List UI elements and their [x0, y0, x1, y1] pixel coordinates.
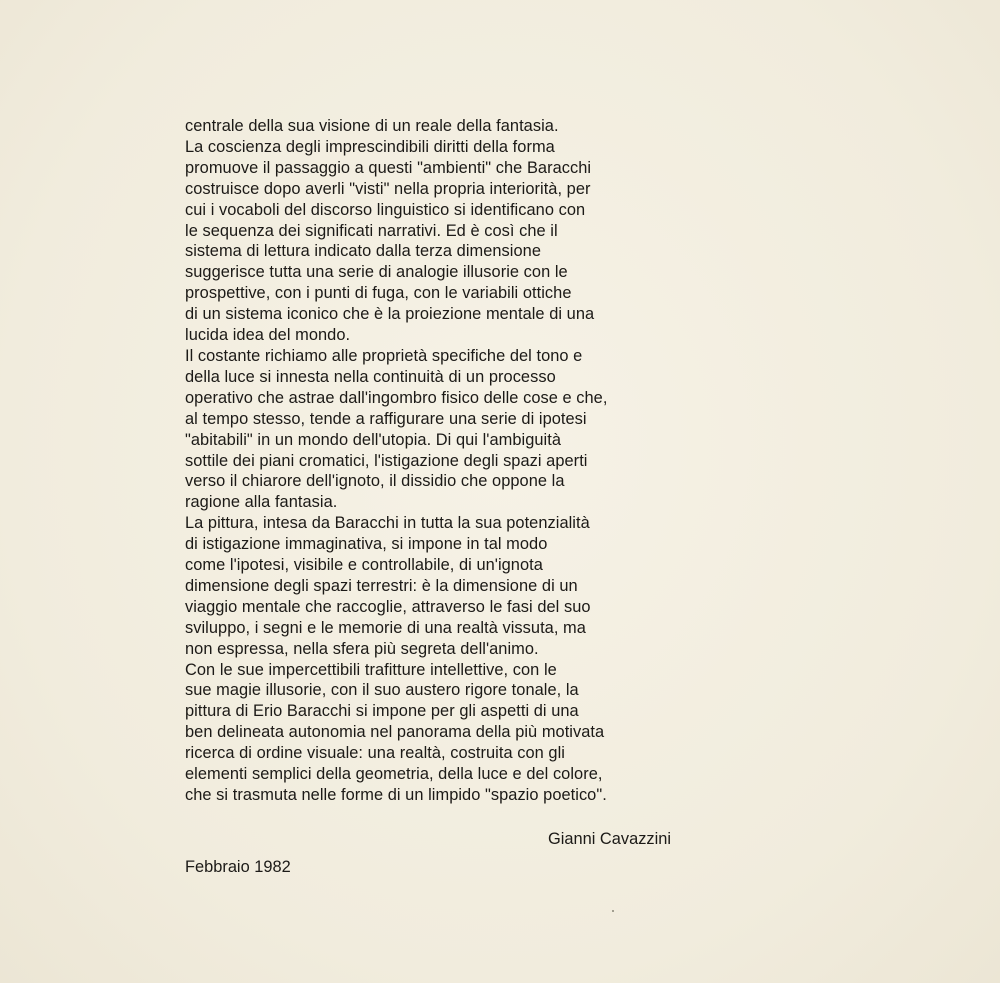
- paper-speck: [612, 910, 614, 912]
- text-line: Con le sue impercettibili trafitture intellettive, con le: [185, 660, 557, 679]
- text-line: come l'ipotesi, visibile e controllabile, di un'ignota: [185, 556, 543, 575]
- text-line: viaggio mentale che raccoglie, attraverso le fasi del suo: [185, 597, 591, 616]
- text-line: di istigazione immaginativa, si impone in tal modo: [185, 535, 548, 554]
- text-line: centrale della sua visione di un reale della fantasia.: [185, 117, 559, 135]
- text-line: ben delineata autonomia nel panorama della più motivata: [185, 723, 605, 742]
- text-line: lucida idea del mondo.: [185, 326, 351, 345]
- text-line: promuove il passaggio a questi "ambienti" che Baracchi: [185, 158, 592, 177]
- text-line: operativo che astrae dall'ingombro fisico delle cose e che,: [185, 388, 608, 407]
- text-line: La coscienza degli imprescindibili diritti della forma: [185, 137, 555, 156]
- text-line: non espressa, nella sfera più segreta dell'animo.: [185, 639, 539, 658]
- text-line: ragione alla fantasia.: [185, 493, 338, 512]
- essay-body: [185, 116, 705, 806]
- text-line: verso il chiarore dell'ignoto, il dissidio che oppone la: [185, 472, 565, 491]
- text-line: sistema di lettura indicato dalla terza dimensione: [185, 242, 541, 261]
- text-line: La pittura, intesa da Baracchi in tutta la sua potenzialità: [185, 514, 590, 533]
- text-line: "abitabili" in un mondo dell'utopia. Di qui l'ambiguità: [185, 430, 561, 449]
- text-line: ricerca di ordine visuale: una realtà, costruita con gli: [185, 744, 565, 763]
- text-line: cui i vocaboli del discorso linguistico si identificano con: [185, 200, 586, 219]
- text-line: pittura di Erio Baracchi si impone per gli aspetti di una: [185, 702, 579, 721]
- document-date: Febbraio 1982: [185, 858, 291, 876]
- text-line: dimensione degli spazi terrestri: è la dimensione di un: [185, 576, 578, 595]
- text-line: elementi semplici della geometria, della luce e del colore,: [185, 765, 603, 784]
- text-line: della luce si innesta nella continuità di un processo: [185, 367, 556, 386]
- text-line: sviluppo, i segni e le memorie di una realtà vissuta, ma: [185, 618, 586, 637]
- text-line: al tempo stesso, tende a raffigurare una serie di ipotesi: [185, 409, 587, 428]
- text-line: suggerisce tutta una serie di analogie illusorie con le: [185, 263, 568, 282]
- text-line: sottile dei piani cromatici, l'istigazione degli spazi aperti: [185, 451, 588, 470]
- author-signature: Gianni Cavazzini: [548, 830, 671, 848]
- text-line: che si trasmuta nelle forme di un limpido "spazio poetico".: [185, 786, 607, 804]
- text-line: di un sistema iconico che è la proiezione mentale di una: [185, 305, 595, 324]
- text-line: sue magie illusorie, con il suo austero rigore tonale, la: [185, 681, 579, 700]
- text-line: costruisce dopo averli "visti" nella propria interiorità, per: [185, 179, 591, 198]
- text-line: prospettive, con i punti di fuga, con le variabili ottiche: [185, 284, 572, 303]
- text-line: Il costante richiamo alle proprietà specifiche del tono e: [185, 346, 583, 365]
- text-line: le sequenza dei significati narrativi. Ed è così che il: [185, 221, 558, 240]
